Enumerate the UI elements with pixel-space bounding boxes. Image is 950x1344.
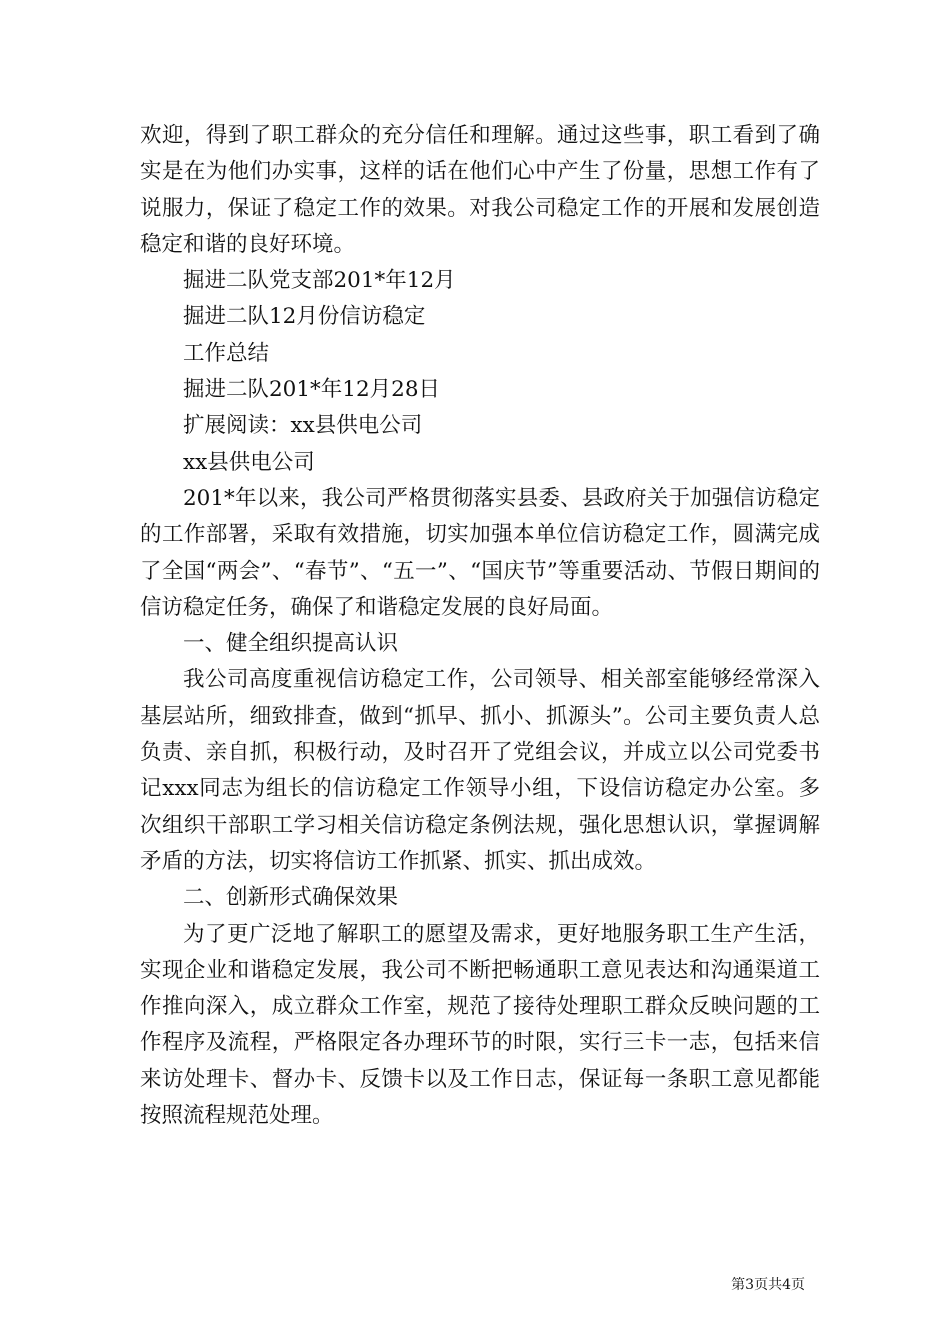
- paragraph-2: 掘进二队党支部201*年12月: [183, 268, 456, 294]
- paragraph-1: 欢迎，得到了职工群众的充分信任和理解。通过这些事，职工看到了确实是在为他们办实事，这样的话在他们心中产生了份量，思想工作有了说服力，保证了稳定工作的效果。对我公司稳定工作的开展和发展创造稳定和谐的良好环境。: [140, 123, 820, 257]
- paragraph-10: 为了更广泛地了解职工的愿望及需求，更好地服务职工生产生活，实现企业和谐稳定发展，我公司不断把畅通职工意见表达和沟通渠道工作推向深入，成立群众工作室，规范了接待处理职工群众反映问题的工作程序及流程，严格限定各办理环节的时限，实行三卡一志，包括来信来访处理卡、督办卡、反馈卡以及工作日志，保证每一条职工意见都能按照流程规范处理。: [140, 921, 820, 1129]
- paragraph-9: 我公司高度重视信访稳定工作，公司领导、相关部室能够经常深入基层站所，细致排查，做到“抓早、抓小、抓源头”。公司主要负责人总负责、亲自抓，积极行动，及时召开了党组会议，并成立以公司党委书记xxx同志为组长的信访稳定工作领导小组，下设信访稳定办公室。多次组织干部职工学习相关信访稳定条例法规，强化思想认识，掌握调解矛盾的方法，切实将信访工作抓紧、抓实、抓出成效。: [140, 667, 820, 874]
- paragraph-4: 工作总结: [183, 340, 270, 366]
- paragraph-8: 201*年以来，我公司严格贯彻落实县委、县政府关于加强信访稳定的工作部署，采取有效措施，切实加强本单位信访稳定工作，圆满完成了全国“两会”、“春节”、“五一”、“国庆节”等重要活动、节假日期间的信访稳定任务，确保了和谐稳定发展的良好局面。: [140, 485, 820, 620]
- paragraph-3: 掘进二队12月份信访稳定: [183, 304, 426, 330]
- section-heading-2: 二、创新形式确保效果: [183, 885, 399, 911]
- section-heading-1: 一、健全组织提高认识: [183, 631, 399, 657]
- document-body: [140, 118, 820, 1134]
- paragraph-6: 扩展阅读：xx县供电公司: [183, 413, 423, 439]
- paragraph-5: 掘进二队201*年12月28日: [183, 377, 441, 403]
- page-indicator: 第3页共4页: [731, 1277, 805, 1293]
- paragraph-7: xx县供电公司: [183, 449, 315, 475]
